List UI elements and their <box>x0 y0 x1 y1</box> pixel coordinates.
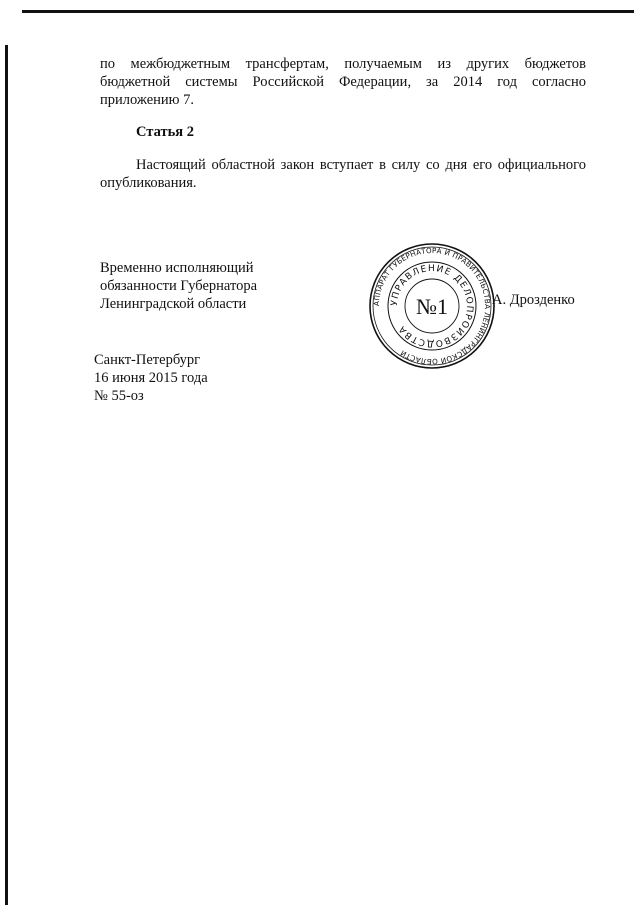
paragraph-1-line-1: по межбюджетным трансфертам, получаемым из других бюджетов <box>100 56 586 72</box>
paragraph-1-line-2: бюджетной системы Российской Федерации, за 2014 год согласно <box>100 74 586 90</box>
date: 16 июня 2015 года <box>94 370 208 386</box>
article-heading: Статья 2 <box>136 124 194 140</box>
position-line-3: Ленинградской области <box>100 296 247 312</box>
seal-outer-text: АППАРАТ ГУБЕРНАТОРА И ПРАВИТЕЛЬСТВА ЛЕНИНГРАДСКОЙ ОБЛАСТИ <box>371 245 493 367</box>
official-seal <box>368 242 496 370</box>
paragraph-2-line-1: Настоящий областной закон вступает в силу со дня его официального <box>136 157 586 173</box>
signatory-position <box>100 259 257 313</box>
seal-number: №1 <box>416 294 448 319</box>
position-line-1: Временно исполняющий <box>100 260 254 276</box>
signer-name: А. Дрозденко <box>492 292 575 308</box>
city: Санкт-Петербург <box>94 352 201 368</box>
seal-inner-text: УПРАВЛЕНИЕ ДЕЛОПРОИЗВОДСТВА <box>389 263 475 349</box>
top-border-line <box>22 10 634 13</box>
paragraph-2 <box>100 156 586 192</box>
law-number: № 55-оз <box>94 388 144 404</box>
place-date-number <box>94 351 208 405</box>
left-border-line <box>5 45 8 905</box>
paragraph-1-line-3: приложению 7. <box>100 92 195 108</box>
paragraph-2-line-2: опубликования. <box>100 175 197 191</box>
paragraph-1 <box>100 55 586 109</box>
position-line-2: обязанности Губернатора <box>100 278 258 294</box>
